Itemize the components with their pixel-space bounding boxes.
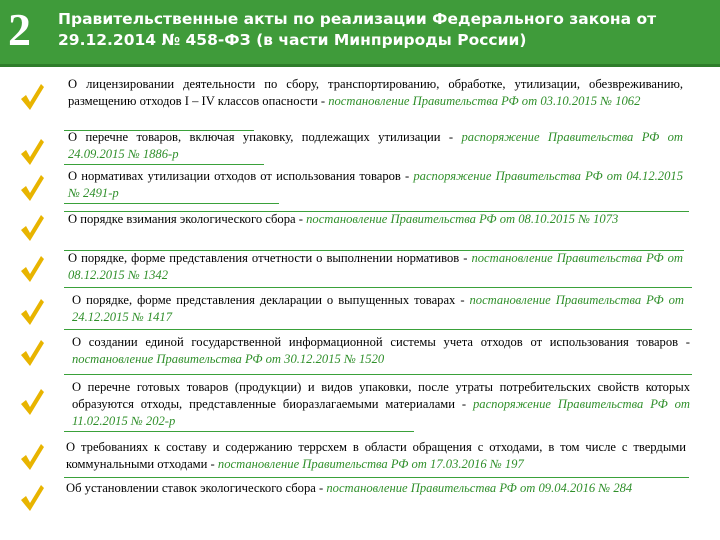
item-ref: постановление Правительства РФ от 30.12.2015 № 1520 <box>72 352 385 366</box>
list-item-text <box>68 250 683 284</box>
list-item-text <box>72 334 690 368</box>
item-desc: О порядке, форме представления декларации о выпущенных товарах - <box>72 293 470 307</box>
item-ref: распоряжение Правительства РФ от 24.09.2015 № 1886-р <box>68 130 683 161</box>
item-desc: О лицензировании деятельности по сбору, транспортированию, обработке, утилизации, обезвреживанию, размещению отходов I – IV классов опасности - <box>68 77 683 108</box>
slide-number: 2 <box>8 4 31 55</box>
divider <box>64 374 692 375</box>
item-desc: О требованиях к составу и содержанию террсхем в области обращения с отходами, в том числе с твердыми коммунальными отходами - <box>66 440 686 471</box>
divider <box>64 329 692 330</box>
item-ref: распоряжение Правительства РФ от 04.12.2015 № 2491-р <box>68 169 683 200</box>
list-item-text <box>72 292 684 326</box>
divider <box>64 477 689 478</box>
list-item-text <box>68 168 683 202</box>
item-desc: О создании единой государственной информационной системы учета отходов от использования товаров - <box>72 335 690 349</box>
list-item-text <box>66 439 686 473</box>
check-mark-icon <box>18 213 46 243</box>
list-item-text <box>66 480 686 497</box>
check-mark-icon <box>18 442 46 472</box>
check-mark-icon <box>18 173 46 203</box>
item-desc: О перечне товаров, включая упаковку, подлежащих утилизации - <box>68 130 462 144</box>
list-item-text <box>68 129 683 163</box>
slide-title: Правительственные акты по реализации Федерального закона от 29.12.2014 № 458-ФЗ (в части Минприроды России) <box>58 10 657 49</box>
item-desc: Об установлении ставок экологического сбора - <box>66 481 327 495</box>
check-mark-icon <box>18 254 46 284</box>
slide-header <box>0 0 720 67</box>
item-ref: постановление Правительства РФ от 17.03.2016 № 197 <box>217 457 524 471</box>
check-mark-icon <box>18 297 46 327</box>
item-ref: распоряжение Правительства РФ от 11.02.2015 № 202-р <box>72 397 690 428</box>
list-item-text <box>68 211 683 228</box>
divider <box>64 164 264 165</box>
item-desc: О нормативах утилизации отходов от использования товаров - <box>68 169 414 183</box>
divider <box>64 203 279 204</box>
list-item-text <box>72 379 690 430</box>
check-mark-icon <box>18 387 46 417</box>
divider <box>64 211 689 212</box>
list-item-text <box>68 76 683 110</box>
item-desc: О порядке взимания экологического сбора - <box>68 212 307 226</box>
divider <box>64 250 684 251</box>
divider <box>64 431 414 432</box>
item-desc: О порядке, форме представления отчетности о выполнении нормативов - <box>68 251 472 265</box>
check-mark-icon <box>18 82 46 112</box>
check-mark-icon <box>18 338 46 368</box>
item-ref: постановление Правительства РФ от 03.10.2015 № 1062 <box>328 94 641 108</box>
check-mark-icon <box>18 483 46 513</box>
item-ref: постановление Правительства РФ от 08.12.2015 № 1342 <box>68 251 683 282</box>
item-ref: постановление Правительства РФ от 24.12.2015 № 1417 <box>72 293 684 324</box>
check-mark-icon <box>18 137 46 167</box>
item-ref: постановление Правительства РФ от 09.04.2016 № 284 <box>326 481 633 495</box>
item-ref: постановление Правительства РФ от 08.10.2015 № 1073 <box>306 212 619 226</box>
item-desc: О перечне готовых товаров (продукции) и видов упаковки, после утраты потребительских свойств которых образуются отходы, представленные биоразлагаемыми материалами - <box>72 380 690 411</box>
divider <box>64 287 692 288</box>
